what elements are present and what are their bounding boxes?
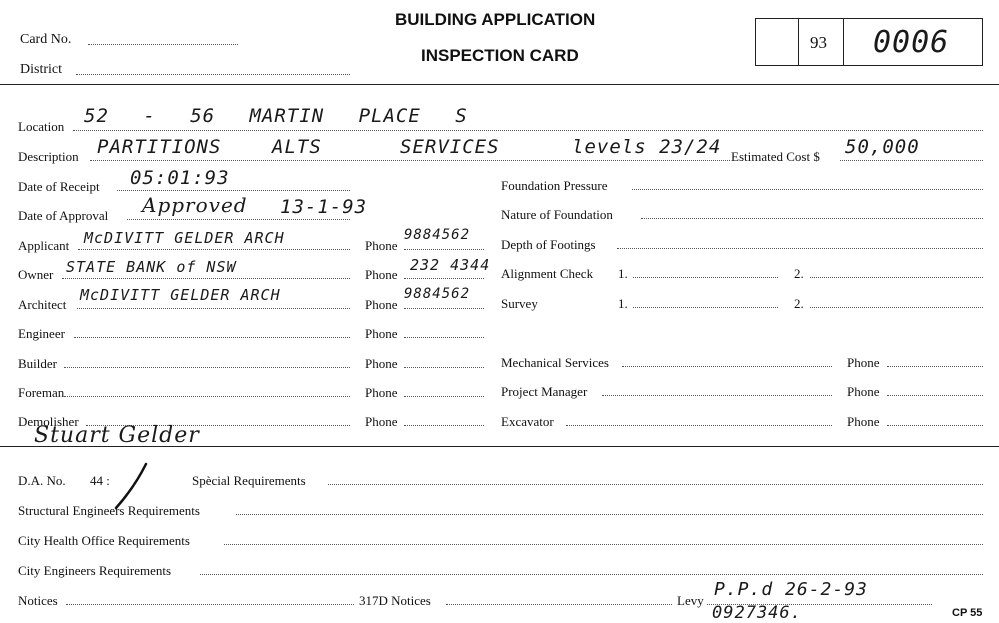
nature-of-foundation-label: Nature of Foundation (501, 207, 613, 222)
date-of-approval-field[interactable] (127, 219, 350, 220)
alignment-check-2-label: 2. (794, 266, 804, 281)
description-value-3: SERVICES (400, 136, 500, 158)
owner-phone-value: 232 4344 (410, 256, 491, 274)
title-line-2: INSPECTION CARD (421, 46, 579, 65)
owner-field[interactable] (62, 278, 350, 279)
description-value-2: ALTS (272, 136, 322, 158)
structural-engineers-field[interactable] (236, 514, 983, 515)
nature-of-foundation-field[interactable] (641, 218, 983, 219)
foreman-field[interactable] (64, 396, 350, 397)
header-rule (0, 84, 999, 85)
applicant-phone-value: 9884562 (404, 227, 471, 243)
demolisher-signature: Stuart Gelder (34, 423, 200, 448)
city-engineers-label: City Engineers Requirements (18, 563, 172, 578)
foreman-label: Foreman (18, 385, 65, 400)
form-code: CP 55 (952, 607, 983, 619)
structural-engineers-label: Structural Engineers Requirements (18, 503, 200, 518)
demolisher-label: Demolisher (18, 414, 79, 429)
depth-of-footings-field[interactable] (617, 248, 983, 249)
applicant-phone-field[interactable] (404, 249, 484, 250)
depth-of-footings-label: Depth of Footings (501, 237, 596, 252)
owner-label: Owner (18, 267, 54, 282)
architect-phone-value: 9884562 (404, 286, 471, 302)
project-manager-phone-label: Phone (847, 384, 880, 399)
description-label: Description (18, 149, 79, 164)
notices-317d-field[interactable] (446, 604, 672, 605)
da-no-label: D.A. No. (18, 473, 66, 488)
card-no-label: Card No. (20, 32, 72, 47)
alignment-check-1-field[interactable] (633, 277, 778, 278)
estimated-cost-field[interactable] (840, 160, 983, 161)
district-field[interactable] (76, 74, 350, 75)
project-manager-label: Project Manager (501, 384, 588, 399)
foreman-phone-field[interactable] (404, 396, 484, 397)
date-of-approval-label: Date of Approval (18, 208, 109, 223)
survey-1-label: 1. (618, 296, 628, 311)
city-engineers-field[interactable] (200, 574, 983, 575)
date-of-approval-word: Approved (142, 193, 248, 217)
description-value-1: PARTITIONS (97, 136, 222, 158)
applicant-value: McDIVITT GELDER ARCH (84, 229, 285, 247)
mechanical-services-field[interactable] (622, 366, 832, 367)
builder-label: Builder (18, 356, 57, 371)
demolisher-phone-label: Phone (365, 414, 398, 429)
location-field[interactable] (73, 130, 983, 131)
project-manager-phone-field[interactable] (887, 395, 983, 396)
mechanical-services-phone-field[interactable] (887, 366, 983, 367)
section-rule (0, 446, 999, 447)
date-of-receipt-label: Date of Receipt (18, 179, 100, 194)
foreman-phone-label: Phone (365, 385, 398, 400)
survey-label: Survey (501, 296, 538, 311)
levy-label: Levy (677, 593, 704, 608)
applicant-label: Applicant (18, 238, 70, 253)
special-requirements-label: Spècial Requirements (192, 473, 306, 488)
ref-divider-2 (843, 18, 844, 66)
excavator-label: Excavator (501, 414, 554, 429)
excavator-phone-label: Phone (847, 414, 880, 429)
foundation-pressure-field[interactable] (632, 189, 983, 190)
city-health-label: City Health Office Requirements (18, 533, 190, 548)
date-of-receipt-field[interactable] (117, 190, 350, 191)
year-box: 93 (810, 33, 827, 52)
estimated-cost-label: Estimated Cost $ (731, 149, 820, 164)
alignment-check-label: Alignment Check (501, 266, 594, 281)
district-label: District (20, 62, 62, 77)
architect-phone-field[interactable] (404, 308, 484, 309)
engineer-field[interactable] (74, 337, 350, 338)
engineer-phone-label: Phone (365, 326, 398, 341)
survey-2-field[interactable] (810, 307, 983, 308)
number-box: 0006 (873, 25, 950, 60)
builder-phone-label: Phone (365, 356, 398, 371)
architect-field[interactable] (77, 308, 350, 309)
excavator-field[interactable] (566, 425, 832, 426)
alignment-check-1-label: 1. (618, 266, 628, 281)
architect-phone-label: Phone (365, 297, 398, 312)
description-value-4: levels 23/24 (572, 136, 722, 158)
notices-label: Notices (18, 593, 58, 608)
location-label: Location (18, 119, 65, 134)
date-of-approval-date: 13-1-93 (280, 196, 368, 218)
owner-phone-field[interactable] (404, 278, 484, 279)
estimated-cost-value: 50,000 (845, 136, 920, 158)
card-no-field[interactable] (88, 44, 238, 45)
alignment-check-2-field[interactable] (810, 277, 983, 278)
special-requirements-field[interactable] (328, 484, 983, 485)
ref-divider-1 (798, 18, 799, 66)
levy-value-1: P.P.d 26-2-93 (714, 579, 868, 600)
foundation-pressure-label: Foundation Pressure (501, 178, 608, 193)
builder-phone-field[interactable] (404, 367, 484, 368)
project-manager-field[interactable] (602, 395, 832, 396)
mechanical-services-phone-label: Phone (847, 355, 880, 370)
description-field[interactable] (90, 160, 730, 161)
engineer-phone-field[interactable] (404, 337, 484, 338)
applicant-field[interactable] (78, 249, 350, 250)
architect-label: Architect (18, 297, 67, 312)
applicant-phone-label: Phone (365, 238, 398, 253)
date-of-receipt-value: 05:01:93 (130, 167, 230, 189)
survey-1-field[interactable] (633, 307, 778, 308)
survey-2-label: 2. (794, 296, 804, 311)
da-no-value: 44 : (90, 473, 110, 488)
mechanical-services-label: Mechanical Services (501, 355, 609, 370)
builder-field[interactable] (64, 367, 350, 368)
demolisher-phone-field[interactable] (404, 425, 484, 426)
owner-value: STATE BANK of NSW (66, 258, 237, 276)
excavator-phone-field[interactable] (887, 425, 983, 426)
owner-phone-label: Phone (365, 267, 398, 282)
title-line-1: BUILDING APPLICATION (395, 10, 596, 29)
levy-value-2: 0927346. (712, 603, 802, 623)
notices-field[interactable] (66, 604, 354, 605)
city-health-field[interactable] (224, 544, 983, 545)
location-value: 52 - 56 MARTIN PLACE S (84, 105, 468, 127)
engineer-label: Engineer (18, 326, 65, 341)
architect-value: McDIVITT GELDER ARCH (80, 286, 281, 304)
notices-317d-label: 317D Notices (359, 593, 431, 608)
